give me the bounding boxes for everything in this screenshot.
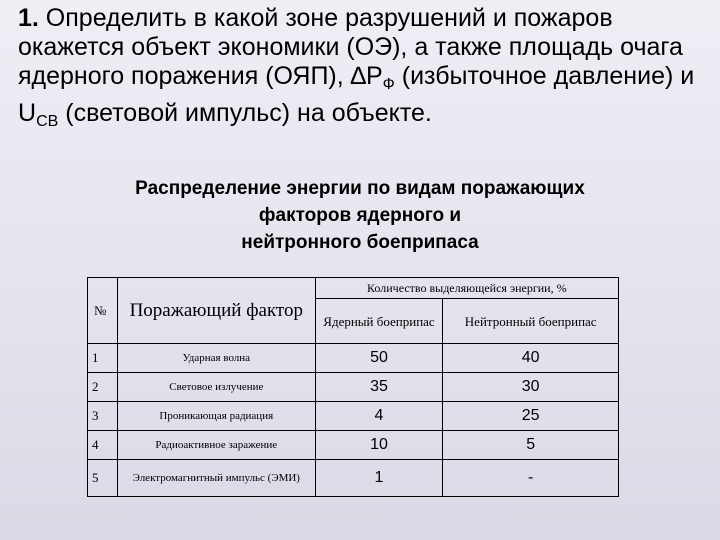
row-number: 4 bbox=[88, 431, 118, 460]
table-row bbox=[88, 344, 619, 373]
row-neutron-value: - bbox=[443, 460, 619, 497]
row-factor: Радиоактивное заражение bbox=[117, 431, 315, 460]
row-number: 1 bbox=[88, 344, 118, 373]
row-factor: Ударная волна bbox=[117, 344, 315, 373]
task-text-3: (световой импульс) на объекте. bbox=[58, 99, 432, 127]
row-number: 5 bbox=[88, 460, 118, 497]
energy-distribution-table bbox=[87, 277, 619, 497]
table-header-row-top bbox=[88, 278, 619, 299]
task-number: 1. bbox=[18, 4, 39, 32]
row-nuclear-value: 4 bbox=[315, 402, 443, 431]
row-factor: Световое излучение bbox=[117, 373, 315, 402]
task-text-2: (избыточное давление) и U bbox=[18, 62, 695, 127]
subscript-sv: СВ bbox=[36, 113, 59, 130]
task-heading bbox=[18, 4, 708, 136]
table-row bbox=[88, 402, 619, 431]
header-number: № bbox=[88, 278, 118, 344]
table-row bbox=[88, 373, 619, 402]
row-neutron-value: 40 bbox=[443, 344, 619, 373]
row-factor: Электромагнитный импульс (ЭМИ) bbox=[117, 460, 315, 497]
row-nuclear-value: 10 bbox=[315, 431, 443, 460]
header-factor: Поражающий фактор bbox=[117, 278, 315, 344]
row-nuclear-value: 50 bbox=[315, 344, 443, 373]
header-nuclear: Ядерный боеприпас bbox=[315, 299, 443, 344]
header-energy-group: Количество выделяющейся энергии, % bbox=[315, 278, 618, 299]
table-title-line-3: нейтронного боеприпаса bbox=[241, 232, 479, 253]
table-title-line-1: Распределение энергии по видам поражающих bbox=[135, 178, 585, 199]
table-row bbox=[88, 460, 619, 497]
header-neutron: Нейтронный боеприпас bbox=[443, 299, 619, 344]
task-text-1: Определить в какой зоне разрушений и пожаров окажется объект экономики (ОЭ), а также площадь очага ядерного поражения (ОЯП), ∆Р bbox=[18, 4, 683, 90]
table-row bbox=[88, 431, 619, 460]
row-nuclear-value: 35 bbox=[315, 373, 443, 402]
table-title bbox=[20, 175, 700, 256]
subscript-f: Ф bbox=[382, 76, 395, 93]
row-neutron-value: 25 bbox=[443, 402, 619, 431]
row-neutron-value: 30 bbox=[443, 373, 619, 402]
row-nuclear-value: 1 bbox=[315, 460, 443, 497]
row-number: 3 bbox=[88, 402, 118, 431]
row-factor: Проникающая радиация bbox=[117, 402, 315, 431]
table-title-line-2: факторов ядерного и bbox=[258, 205, 462, 226]
row-number: 2 bbox=[88, 373, 118, 402]
row-neutron-value: 5 bbox=[443, 431, 619, 460]
